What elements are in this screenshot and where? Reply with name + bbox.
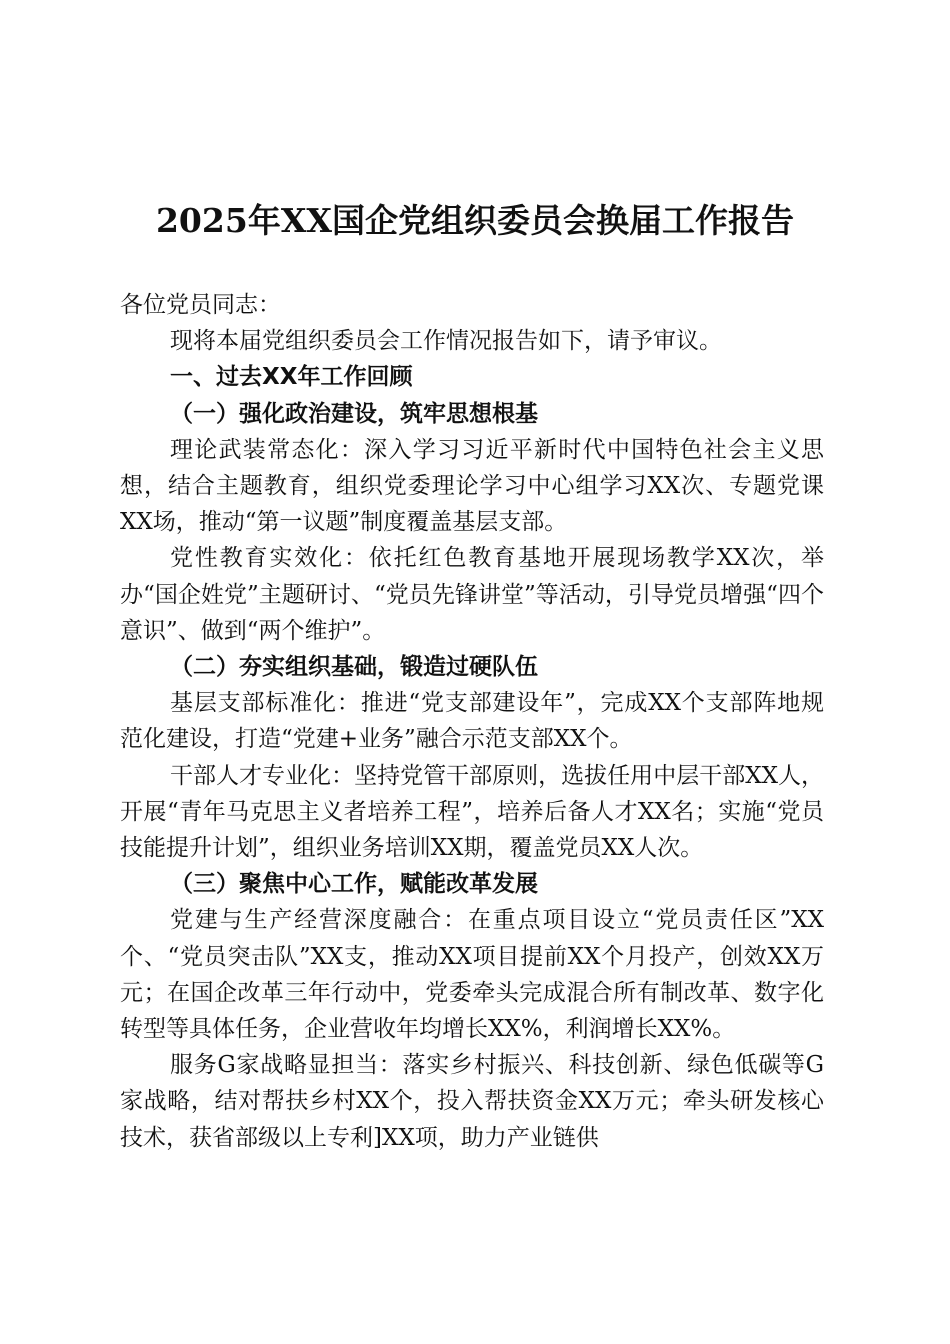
paragraph: 党性教育实效化：依托红色教育基地开展现场教学XX次，举办“国企姓党”主题研讨、“党员先锋讲堂”等活动，引导党员增强“四个意识”、做到“两个维护”。: [120, 545, 824, 644]
paragraph: 理论武装常态化：深入学习习近平新时代中国特色社会主义思想，结合主题教育，组织党委理论学习中心组学习XX次、专题党课XX场，推动“第一议题”制度覆盖基层支部。: [120, 436, 824, 536]
document-body: [120, 287, 824, 1156]
paragraph: 基层支部标准化：推进“党支部建设年”，完成XX个支部阵地规范化建设，打造“党建+业务”融合示范支部XX个。: [120, 690, 824, 753]
subsection-heading: （一）强化政治建设，筑牢思想根基: [170, 399, 538, 427]
section-heading: 一、过去XX年工作回顾: [170, 364, 413, 391]
document-title: 2025年XX国企党组织委员会换届工作报告: [155, 201, 795, 240]
paragraph: 干部人才专业化：坚持党管干部原则，选拔任用中层干部XX人，开展“青年马克思主义者培养工程”，培养后备人才XX名；实施“党员技能提升计划”，组织业务培训XX期，覆盖党员XX人次。: [120, 762, 824, 862]
subsection-heading: （二）夯实组织基础，锻造过硬队伍: [170, 653, 538, 681]
paragraph: 服务G家战略显担当：落实乡村振兴、科技创新、绿色低碳等G家战略，结对帮扶乡村XX个，投入帮扶资金XX万元；牵头研发核心技术，获省部级以上专利]XX项，助力产业链供: [120, 1052, 824, 1151]
subsection-heading: （三）聚焦中心工作，赋能改革发展: [170, 870, 538, 898]
intro-paragraph: 现将本届党组织委员会工作情况报告如下，请予审议。: [170, 328, 722, 355]
salutation: 各位党员同志：: [120, 292, 281, 318]
paragraph: 党建与生产经营深度融合：在重点项目设立“党员责任区”XX个、“党员突击队”XX支，推动XX项目提前XX个月投产，创效XX万元；在国企改革三年行动中，党委牵头完成混合所有制改革、数字化转型等具体任务，企业营收年均增长XX%，利润增长XX%。: [120, 907, 824, 1043]
